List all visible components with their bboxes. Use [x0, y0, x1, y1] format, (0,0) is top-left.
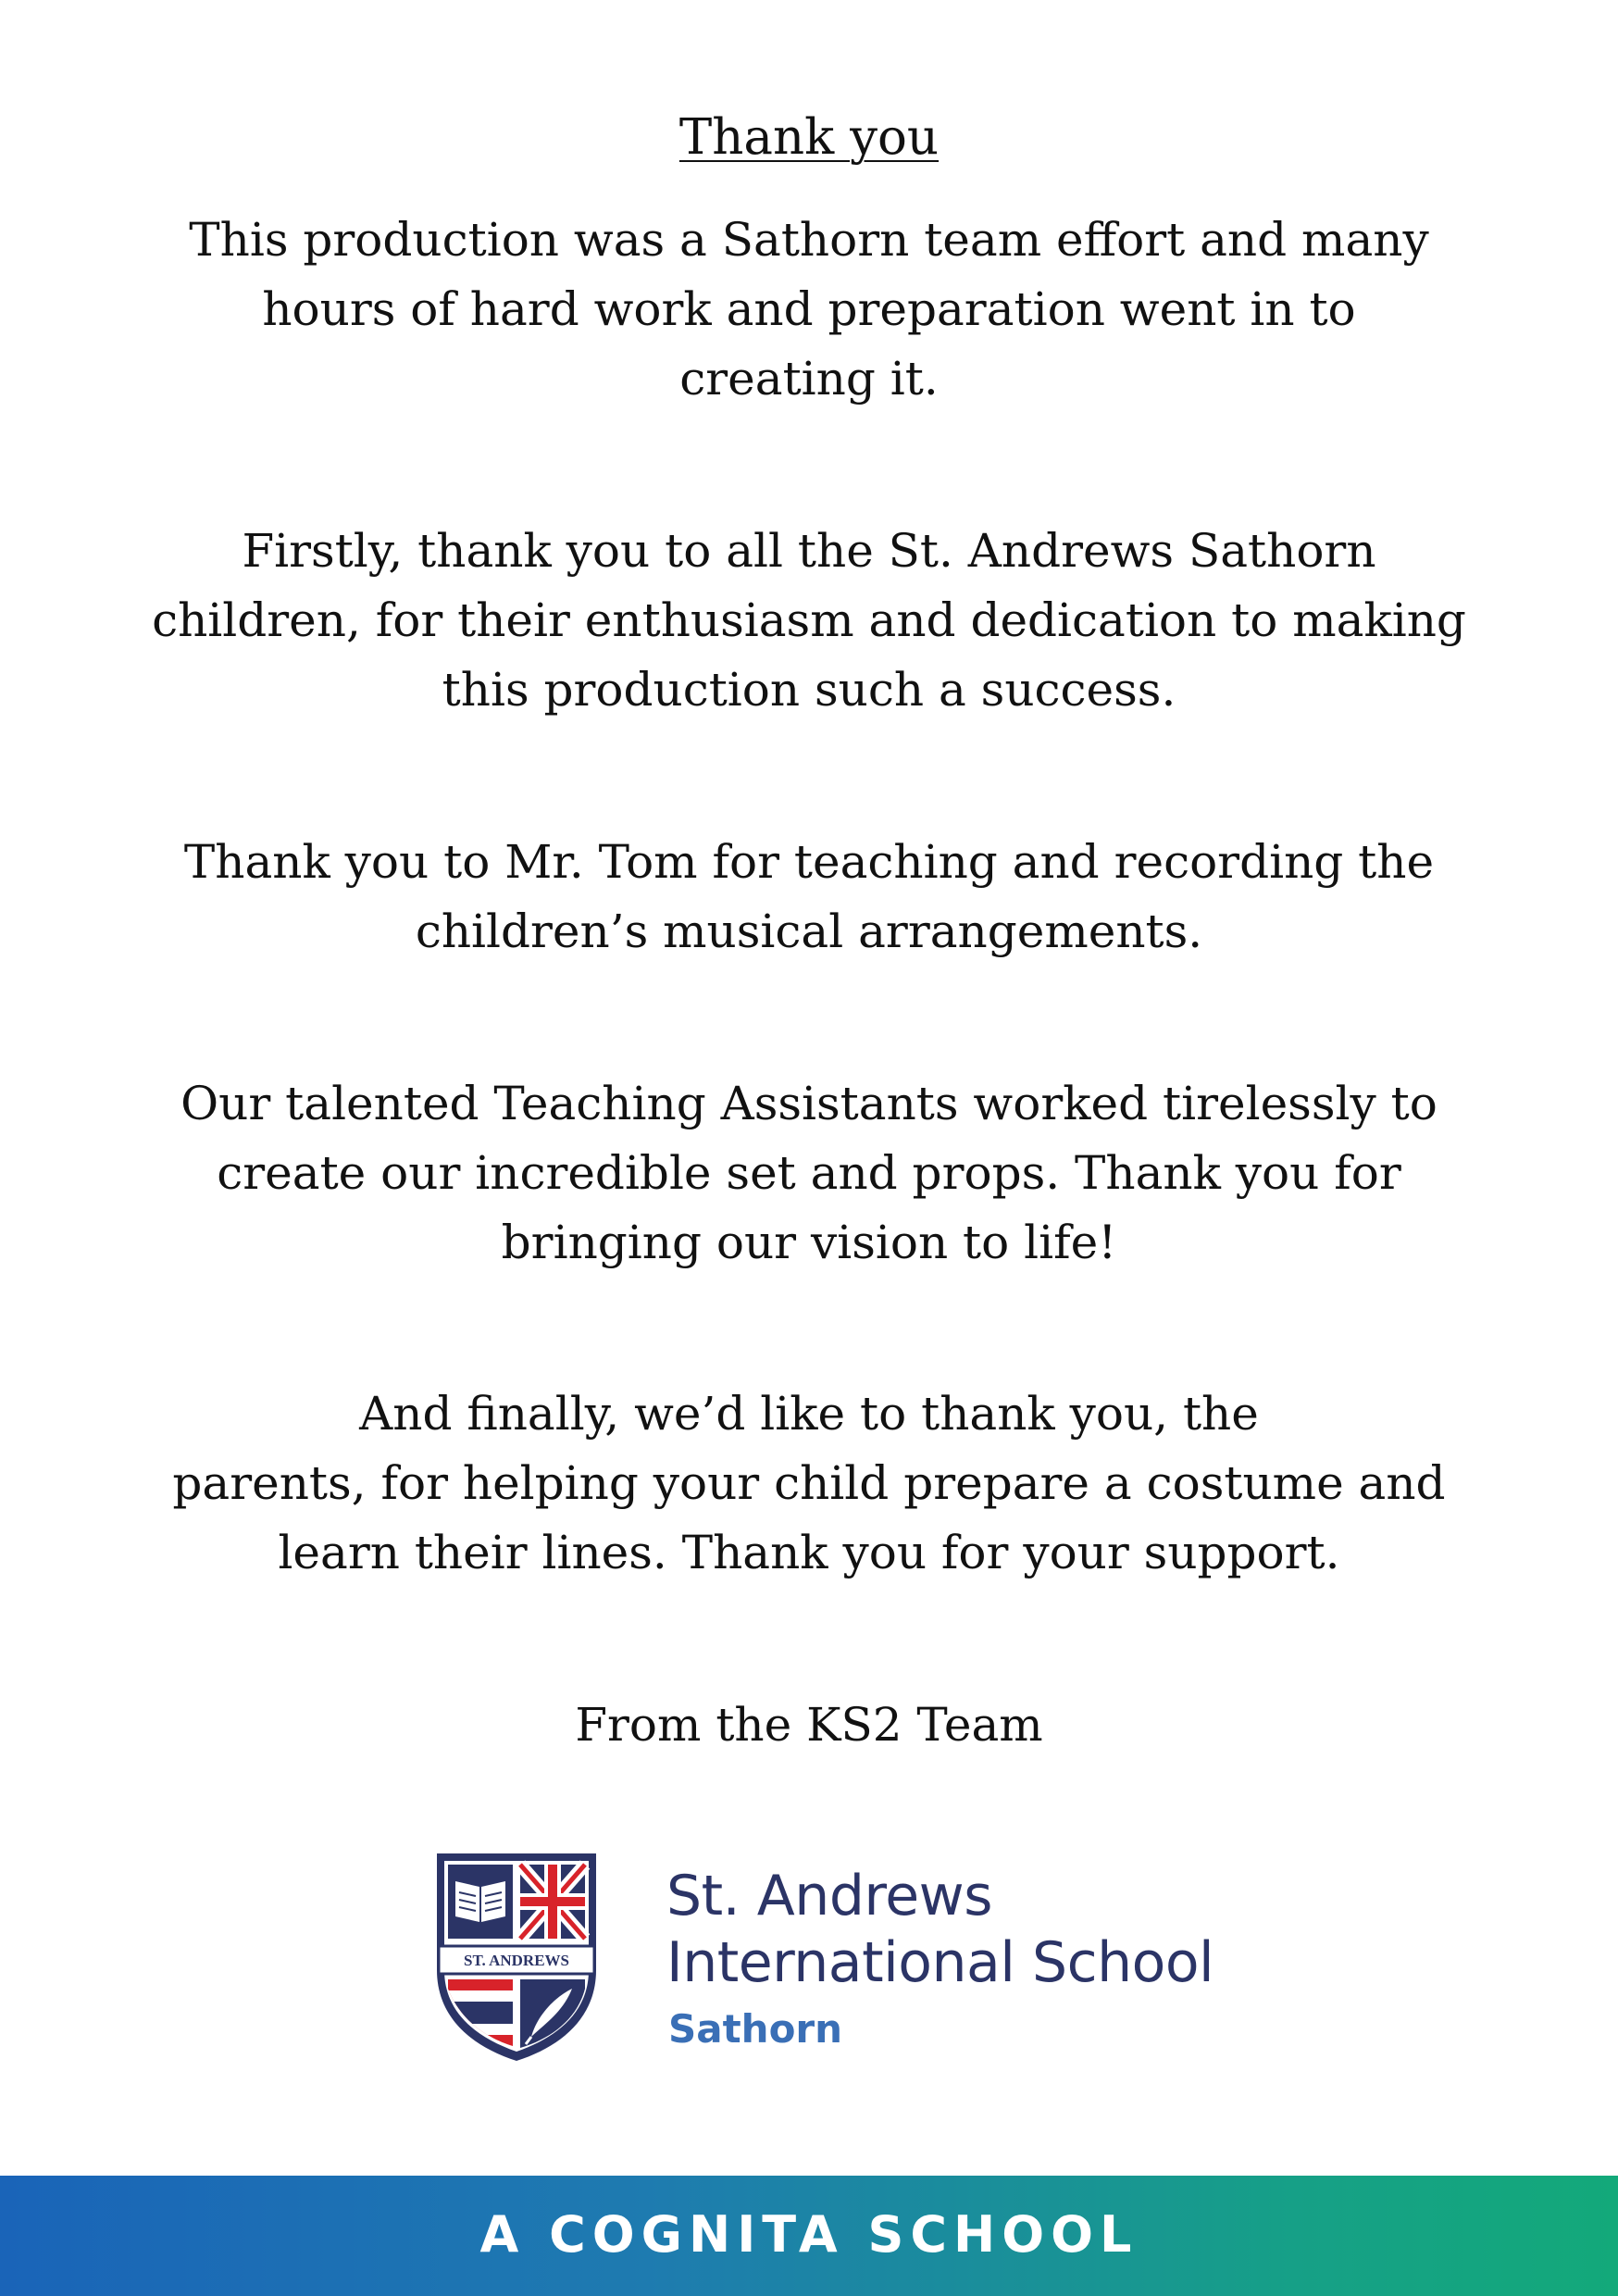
school-name — [666, 1863, 1214, 1996]
text-line: Our talented Teaching Assistants worked tirelessly to — [180, 1077, 1438, 1130]
page-title: Thank you — [678, 109, 940, 166]
text-line: this production such a success. — [442, 663, 1176, 717]
text-line: children, for their enthusiasm and dedication to making — [152, 593, 1466, 647]
text-line: And finally, we’d like to thank you, the — [359, 1387, 1259, 1441]
paragraph-thanks-parents — [93, 1379, 1525, 1588]
signature-line — [93, 1691, 1525, 1760]
text-line: create our incredible set and props. Thank you for — [217, 1146, 1401, 1200]
text-line: children’s musical arrangements. — [415, 905, 1203, 958]
paragraph-thanks-music — [93, 828, 1525, 967]
paragraph-thanks-assistants — [93, 1069, 1525, 1278]
footer-text: A COGNITA SCHOOL — [479, 2205, 1139, 2264]
school-logo — [433, 1850, 1229, 2072]
text-line: From the KS2 Team — [575, 1698, 1043, 1752]
paragraph-team-effort — [93, 206, 1525, 414]
text-line: Firstly, thank you to all the St. Andrews Sathorn — [242, 524, 1376, 578]
text-line: Thank you to Mr. Tom for teaching and recording the — [183, 835, 1435, 889]
school-name-line: International School — [666, 1930, 1214, 1995]
footer-banner — [0, 2176, 1618, 2296]
text-line: learn their lines. Thank you for your support. — [278, 1526, 1340, 1579]
text-line: parents, for helping your child prepare a costume and — [172, 1456, 1446, 1510]
text-line: hours of hard work and preparation went in to — [262, 282, 1356, 336]
crest-banner-text — [442, 1948, 591, 1972]
school-campus: Sathorn — [668, 2006, 843, 2052]
text-line: creating it. — [679, 352, 939, 406]
paragraph-thanks-children — [93, 517, 1525, 725]
crest-banner-label: ST. ANDREWS — [464, 1952, 569, 1969]
school-name-line: St. Andrews — [666, 1864, 993, 1928]
text-line: bringing our vision to life! — [501, 1216, 1117, 1269]
text-line: This production was a Sathorn team effort and many — [189, 213, 1429, 267]
